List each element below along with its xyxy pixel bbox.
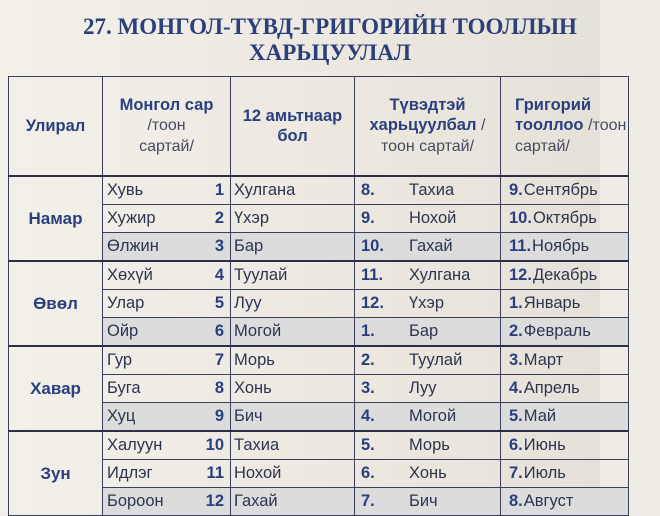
mongol-month-cell <box>103 403 231 432</box>
tibetan-month-number: 3. <box>361 379 375 397</box>
mongol-month-number: 11 <box>206 464 224 482</box>
tibetan-month-number: 2. <box>361 351 375 369</box>
mongol-month-name: Бороон <box>107 492 164 510</box>
gregorian-month-number: 4. <box>509 379 523 397</box>
mongol-month-cell <box>103 290 231 318</box>
table-row <box>9 431 629 460</box>
tibetan-animal: Нохой <box>409 209 457 227</box>
tibetan-month-number: 4. <box>361 407 375 425</box>
tibetan-animal: Гахай <box>409 237 453 255</box>
mongol-month-number: 1 <box>214 181 224 199</box>
mongol-month-number: 8 <box>214 379 224 397</box>
mongol-month-cell <box>103 233 231 262</box>
mongol-month-name: Буга <box>107 379 141 397</box>
gregorian-cell <box>501 375 629 403</box>
animal-cell <box>231 233 355 262</box>
animal-name: Туулай <box>234 266 288 284</box>
calendar-comparison-table-wrap <box>8 76 627 510</box>
mongol-month-cell <box>103 205 231 233</box>
mongol-month-name: Халуун <box>107 436 163 454</box>
animal-name: Могой <box>234 322 282 340</box>
animal-name: Бар <box>234 237 264 255</box>
animal-name: Бич <box>234 407 263 425</box>
gregorian-cell <box>501 205 629 233</box>
gregorian-month-number: 2. <box>509 322 523 340</box>
gregorian-cell <box>501 460 629 488</box>
animal-name: Морь <box>234 351 275 369</box>
gregorian-month-number: 6. <box>509 436 523 454</box>
tibetan-animal: Могой <box>409 407 457 425</box>
gregorian-month-number: 5. <box>509 407 523 425</box>
gregorian-cell <box>501 261 629 290</box>
season-cell: Намар <box>9 176 103 261</box>
tibetan-animal: Тахиа <box>409 181 455 199</box>
tibetan-month-number: 7. <box>361 492 375 510</box>
tibetan-cell <box>355 290 501 318</box>
tibetan-animal: Хонь <box>409 464 447 482</box>
mongol-month-name: Хөхүй <box>107 266 153 284</box>
header-tibetan: Түвэдтэй харьцуулбал / тоон сартай/ <box>355 77 501 177</box>
tibetan-month-number: 9. <box>361 209 375 227</box>
gregorian-cell <box>501 176 629 205</box>
mongol-month-name: Хуц <box>107 407 136 425</box>
tibetan-month-number: 12. <box>361 294 384 312</box>
mongol-month-name: Улар <box>107 294 145 312</box>
gregorian-month-number: 10. <box>509 209 532 227</box>
gregorian-month-name: Апрель <box>523 379 580 397</box>
gregorian-month-name: Август <box>523 492 574 510</box>
title-line-1: 27. МОНГОЛ-ТҮВД-ГРИГОРИЙН ТООЛЛЫН <box>83 14 577 39</box>
mongol-month-number: 10 <box>205 436 224 454</box>
animal-cell <box>231 205 355 233</box>
tibetan-cell <box>355 261 501 290</box>
animal-cell <box>231 460 355 488</box>
mongol-month-name: Хувь <box>107 181 144 199</box>
animal-name: Луу <box>234 294 262 312</box>
mongol-month-number: 2 <box>214 209 224 227</box>
gregorian-cell <box>501 233 629 262</box>
tibetan-cell <box>355 318 501 347</box>
gregorian-month-name: Июнь <box>523 436 566 454</box>
animal-cell <box>231 403 355 432</box>
gregorian-month-name: Октябрь <box>532 209 597 227</box>
tibetan-animal: Бар <box>409 322 439 340</box>
gregorian-cell <box>501 403 629 432</box>
gregorian-cell <box>501 318 629 347</box>
tibetan-month-number: 11. <box>361 266 384 284</box>
calendar-comparison-table <box>8 76 629 516</box>
animal-cell <box>231 431 355 460</box>
animal-cell <box>231 375 355 403</box>
mongol-month-name: Хужир <box>107 209 156 227</box>
title-line-2: ХАРЬЦУУЛАЛ <box>249 40 411 65</box>
gregorian-month-name: Июль <box>523 464 566 482</box>
animal-cell <box>231 176 355 205</box>
animal-name: Үхэр <box>234 209 270 227</box>
header-mongol-month: Монгол сар /тоон сартай/ <box>103 77 231 177</box>
tibetan-cell <box>355 176 501 205</box>
tibetan-cell <box>355 488 501 516</box>
page-title <box>0 14 660 66</box>
season-cell: Өвөл <box>9 261 103 346</box>
gregorian-month-name: Май <box>523 407 557 425</box>
mongol-month-cell <box>103 318 231 347</box>
animal-name: Тахиа <box>234 436 280 454</box>
mongol-month-cell <box>103 488 231 516</box>
tibetan-cell <box>355 205 501 233</box>
gregorian-month-number: 12. <box>509 266 532 284</box>
tibetan-month-number: 5. <box>361 436 375 454</box>
mongol-month-cell <box>103 176 231 205</box>
animal-cell <box>231 346 355 375</box>
tibetan-month-number: 10. <box>361 237 384 255</box>
animal-cell <box>231 488 355 516</box>
mongol-month-name: Ойр <box>107 322 139 340</box>
header-twelve-animals: 12 амьтнаар бол <box>231 77 355 177</box>
mongol-month-name: Гур <box>107 351 133 369</box>
mongol-month-cell <box>103 431 231 460</box>
mongol-month-name: Өлжин <box>107 237 159 255</box>
tibetan-month-number: 1. <box>361 322 375 340</box>
animal-cell <box>231 290 355 318</box>
animal-cell <box>231 318 355 347</box>
tibetan-cell <box>355 233 501 262</box>
mongol-month-number: 7 <box>214 351 224 369</box>
season-cell: Хавар <box>9 346 103 431</box>
mongol-month-cell <box>103 375 231 403</box>
gregorian-month-number: 7. <box>509 464 523 482</box>
mongol-month-number: 3 <box>214 237 224 255</box>
gregorian-cell <box>501 290 629 318</box>
gregorian-month-name: Сентябрь <box>523 181 598 199</box>
mongol-month-cell <box>103 460 231 488</box>
gregorian-month-number: 11. <box>509 237 532 255</box>
tibetan-animal: Үхэр <box>409 294 445 312</box>
tibetan-animal: Морь <box>409 436 450 454</box>
tibetan-cell <box>355 460 501 488</box>
tibetan-month-number: 8. <box>361 181 375 199</box>
header-season: Улирал <box>9 77 103 177</box>
mongol-month-number: 5 <box>214 294 224 312</box>
tibetan-animal: Хулгана <box>409 266 471 284</box>
mongol-month-number: 12 <box>205 492 224 510</box>
mongol-month-cell <box>103 261 231 290</box>
gregorian-month-number: 9. <box>509 181 523 199</box>
table-row <box>9 176 629 205</box>
animal-name: Гахай <box>234 492 278 510</box>
header-row <box>9 77 629 177</box>
gregorian-month-number: 3. <box>509 351 523 369</box>
table-row <box>9 346 629 375</box>
gregorian-month-name: Декабрь <box>532 266 598 284</box>
season-cell: Зун <box>9 431 103 516</box>
tibetan-animal: Бич <box>409 492 438 510</box>
animal-name: Нохой <box>234 464 282 482</box>
mongol-month-number: 9 <box>214 407 224 425</box>
gregorian-month-name: Ноябрь <box>532 237 590 255</box>
tibetan-cell <box>355 431 501 460</box>
tibetan-month-number: 6. <box>361 464 375 482</box>
tibetan-cell <box>355 346 501 375</box>
gregorian-month-name: Март <box>523 351 564 369</box>
gregorian-cell <box>501 346 629 375</box>
gregorian-month-name: Февраль <box>523 322 591 340</box>
gregorian-cell <box>501 431 629 460</box>
mongol-month-number: 4 <box>214 266 224 284</box>
tibetan-animal: Туулай <box>409 351 463 369</box>
gregorian-month-number: 1. <box>509 294 523 312</box>
mongol-month-number: 6 <box>214 322 224 340</box>
animal-cell <box>231 261 355 290</box>
gregorian-month-name: Январь <box>523 294 581 312</box>
mongol-month-name: Идлэг <box>107 464 153 482</box>
animal-name: Хулгана <box>234 181 296 199</box>
gregorian-month-number: 8. <box>509 492 523 510</box>
tibetan-cell <box>355 403 501 432</box>
tibetan-animal: Луу <box>409 379 437 397</box>
gregorian-cell <box>501 488 629 516</box>
animal-name: Хонь <box>234 379 272 397</box>
table-row <box>9 261 629 290</box>
header-gregorian: Григорий тооллоо /тоон сартай/ <box>501 77 629 177</box>
tibetan-cell <box>355 375 501 403</box>
mongol-month-cell <box>103 346 231 375</box>
